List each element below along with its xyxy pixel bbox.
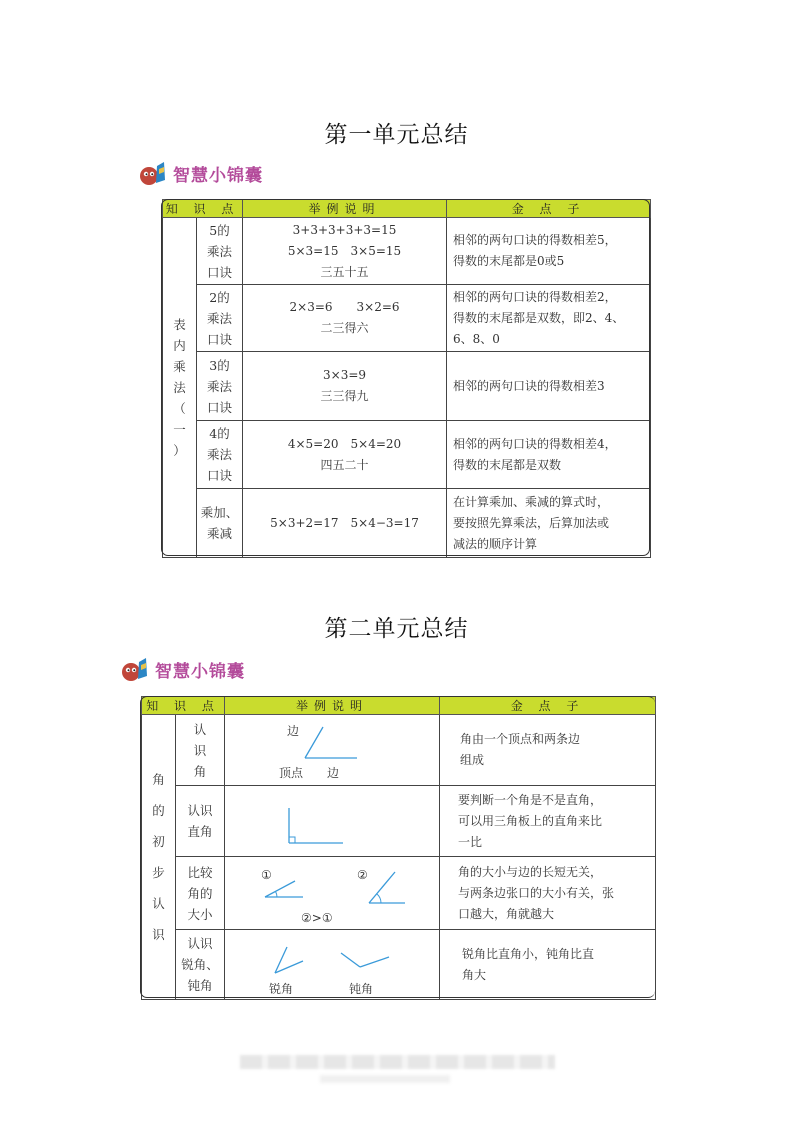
tip-cell: 锐角比直角小，钝角比直 角大 (440, 930, 656, 1000)
label-side-top: 边 (287, 724, 300, 738)
unit1-title: 第一单元总结 (324, 122, 469, 148)
tip-cell: 在计算乘加、乘减的算式时， 要按照先算乘法，后算加法或 减法的顺序计算 (447, 489, 651, 558)
label-obtuse: 钝角 (349, 981, 374, 996)
header-tip: 金 点 子 (440, 697, 656, 715)
label-side-bottom: 边 (327, 766, 340, 780)
angle-diagram (225, 715, 440, 785)
unit2-section-title: 智慧小锦囊 (155, 661, 245, 682)
right-angle-diagram (225, 786, 440, 856)
label-vertex: 顶点 (279, 766, 304, 780)
subtopic: 乘加、 乘减 (197, 489, 243, 558)
table-row (142, 715, 656, 786)
blurred-footer-line (320, 1075, 450, 1083)
subtopic: 认识 直角 (176, 786, 225, 857)
angle-diagram-cell (225, 715, 440, 786)
table-row (163, 421, 651, 489)
header-tip: 金 点 子 (447, 200, 651, 218)
subtopic: 认 识 角 (176, 715, 225, 786)
subtopic: 认识 锐角、 钝角 (176, 930, 225, 1000)
example-cell: 2×3=6 3×2=6 二三得六 (243, 285, 447, 352)
header-knowledge: 知 识 点 (142, 697, 225, 715)
tip-cell: 相邻的两句口诀的得数相差5， 得数的末尾都是0或5 (447, 218, 651, 285)
tip-cell: 相邻的两句口诀的得数相差3 (447, 352, 651, 421)
unit2-table (141, 696, 656, 1000)
subtopic: 3的 乘法 口诀 (197, 352, 243, 421)
label-two: ② (357, 868, 368, 882)
example-cell: 3+3+3+3+3=15 5×3=15 3×5=15 三五十五 (243, 218, 447, 285)
unit2-topic: 角 的 初 步 认 识 (142, 715, 176, 1000)
subtopic: 4的 乘法 口诀 (197, 421, 243, 489)
unit1-table (162, 199, 651, 558)
header-example: 举例说明 (225, 697, 440, 715)
header-example: 举例说明 (243, 200, 447, 218)
table-row (163, 285, 651, 352)
unit1-topic: 表 内 乘 法 （ 一 ） (163, 218, 197, 558)
table-row (142, 857, 656, 930)
right-angle-diagram-cell (225, 786, 440, 857)
example-cell: 5×3+2=17 5×4−3=17 (243, 489, 447, 558)
label-compare: ②>① (301, 911, 333, 925)
table-row (142, 930, 656, 1000)
compare-diagram-cell (225, 857, 440, 930)
unit2-title: 第二单元总结 (324, 616, 469, 642)
example-cell: 3×3=9 三三得九 (243, 352, 447, 421)
table-row (163, 218, 651, 285)
tip-cell: 角的大小与边的长短无关， 与两条边张口的大小有关，张 口越大，角就越大 (440, 857, 656, 930)
header-knowledge: 知 识 点 (163, 200, 243, 218)
tip-cell: 相邻的两句口诀的得数相差4， 得数的末尾都是双数 (447, 421, 651, 489)
table-row (163, 352, 651, 421)
example-cell: 4×5=20 5×4=20 四五二十 (243, 421, 447, 489)
tip-cell: 角由一个顶点和两条边 组成 (440, 715, 656, 786)
subtopic: 5的 乘法 口诀 (197, 218, 243, 285)
unit1-section-title: 智慧小锦囊 (173, 165, 263, 186)
acute-obtuse-diagram-cell (225, 930, 440, 1000)
compare-diagram (225, 857, 440, 929)
table-row (163, 489, 651, 558)
mascot-icon (119, 654, 151, 684)
table-row (142, 786, 656, 857)
acute-obtuse-diagram (225, 931, 440, 999)
subtopic: 2的 乘法 口诀 (197, 285, 243, 352)
tip-cell: 相邻的两句口诀的得数相差2， 得数的末尾都是双数，即2、4、 6、8、0 (447, 285, 651, 352)
label-one: ① (261, 868, 272, 882)
mascot-icon (137, 158, 169, 188)
subtopic: 比较 角的 大小 (176, 857, 225, 930)
label-acute: 锐角 (269, 981, 294, 996)
tip-cell: 要判断一个角是不是直角， 可以用三角板上的直角来比 一比 (440, 786, 656, 857)
unit1-section-header (137, 158, 263, 188)
unit2-section-header (119, 654, 245, 684)
blurred-footer (240, 1055, 555, 1069)
